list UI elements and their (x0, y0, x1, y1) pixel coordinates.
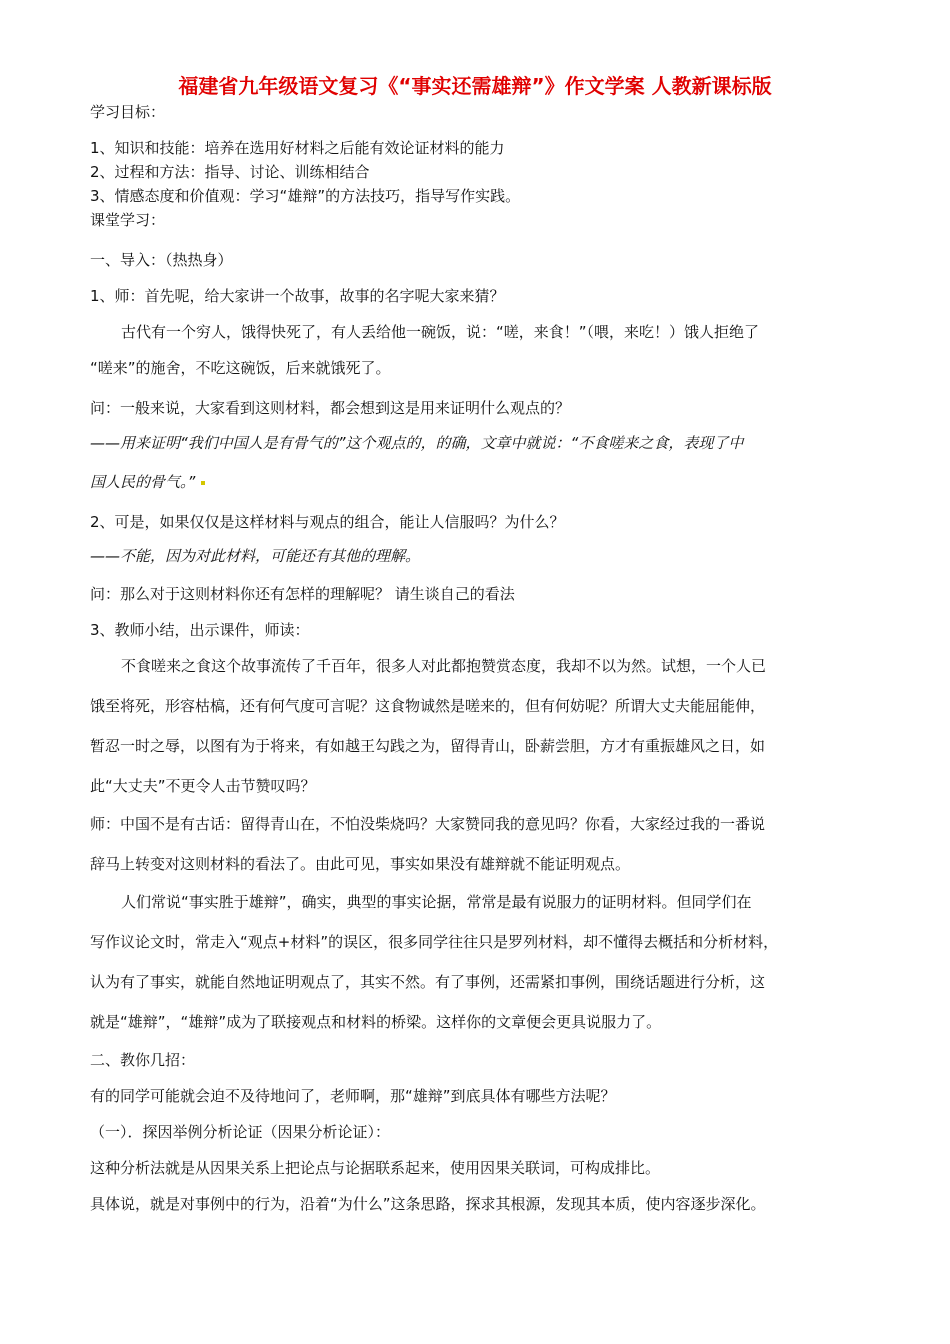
question: 1、师：首先呢，给大家讲一个故事，故事的名字呢大家来猜？ (90, 287, 505, 305)
document-title: 福建省九年级语文复习《“事实还需雄辩”》作文学案 人教新课标版 (178, 74, 772, 98)
question: 2、可是，如果仅仅是这样材料与观点的组合，能让人信服吗？为什么？ (90, 513, 565, 531)
highlight-mark (201, 481, 205, 485)
goals-heading: 学习目标： (90, 103, 166, 121)
question: 3、教师小结，出示课件，师读： (90, 621, 310, 639)
story-line: “嗟来”的施舍，不吃这碗饭，后来就饿死了。 (90, 359, 391, 377)
answer-line: ——用来证明“我们中国人是有骨气的”这个观点的，的确，文章中就说：“不食嗟来之食，表现了中 (90, 434, 744, 452)
description-line: 这种分析法就是从因果关系上把论点与论据联系起来，使用因果关联词，可构成排比。 (90, 1159, 661, 1177)
question: 问：那么对于这则材料你还有怎样的理解呢？ 请生谈自己的看法 (90, 585, 515, 603)
teacher-line: 辞马上转变对这则材料的看法了。由此可见，事实如果没有雄辩就不能证明观点。 (90, 855, 631, 873)
subsection-heading: （一）．探因举例分析论证（因果分析论证）： (90, 1123, 391, 1141)
class-heading-text: 课堂学习： (90, 211, 166, 229)
goal-item: 2、过程和方法：指导、讨论、训练相结合 (90, 163, 370, 181)
reading-line: 不食嗟来之食这个故事流传了千百年，很多人对此都抱赞赏态度，我却不以为然。试想，一个人已 (121, 657, 767, 675)
description-line: 具体说，就是对事例中的行为，沿着“为什么”这条思路，探求其根源，发现其本质，使内容逐步深化。 (90, 1195, 766, 1213)
story-line: 古代有一个穷人，饿得快死了，有人丢给他一碗饭，说：“嗟，来食！”（喂，来吃！）饿人拒绝了 (121, 323, 760, 341)
section-heading: 二、教你几招： (90, 1051, 196, 1069)
goal-item: 3、情感态度和价值观：学习“雄辩”的方法技巧，指导写作实践。 (90, 187, 521, 205)
reading-line: 此“大丈夫”不更令人击节赞叹吗？ (90, 777, 316, 795)
answer-text: 国人民的骨气。” (90, 473, 196, 491)
question: 问：一般来说，大家看到这则材料，都会想到这是用来证明什么观点的？ (90, 399, 571, 417)
paragraph-line: 人们常说“事实胜于雄辩”，确实，典型的事实论据，常常是最有说服力的证明材料。但同学们在 (121, 893, 752, 911)
paragraph-line: 认为有了事实，就能自然地证明观点了，其实不然。有了事例，还需紧扣事例，围绕话题进行分析，这 (90, 973, 766, 991)
section-heading: 一、导入：（热热身） (90, 251, 233, 269)
reading-line: 饿至将死，形容枯槁，还有何气度可言呢？这食物诚然是嗟来的，但有何妨呢？所谓大丈夫能屈能伸， (90, 697, 766, 715)
paragraph-line: 写作议论文时，常走入“观点+材料”的误区，很多同学往往只是罗列材料，却不懂得去概括和分析材料， (90, 933, 779, 951)
class-heading (90, 210, 165, 230)
reading-line: 暂忍一时之辱，以图有为于将来，有如越王勾践之为，留得青山，卧薪尝胆，方才有重振雄风之日，如 (90, 737, 766, 755)
intro-line: 有的同学可能就会迫不及待地问了，老师啊，那“雄辩”到底具体有哪些方法呢？ (90, 1087, 616, 1105)
goal-item: 1、知识和技能：培养在选用好材料之后能有效论证材料的能力 (90, 139, 505, 157)
answer-line: ——不能，因为对此材料，可能还有其他的理解。 (90, 547, 421, 565)
paragraph-line: 就是“雄辩”，“雄辩”成为了联接观点和材料的桥梁。这样你的文章便会更具说服力了。 (90, 1013, 662, 1031)
answer-line (90, 472, 205, 492)
teacher-line: 师：中国不是有古话：留得青山在，不怕没柴烧吗？大家赞同我的意见吗？你看，大家经过我的一番说 (90, 815, 766, 833)
